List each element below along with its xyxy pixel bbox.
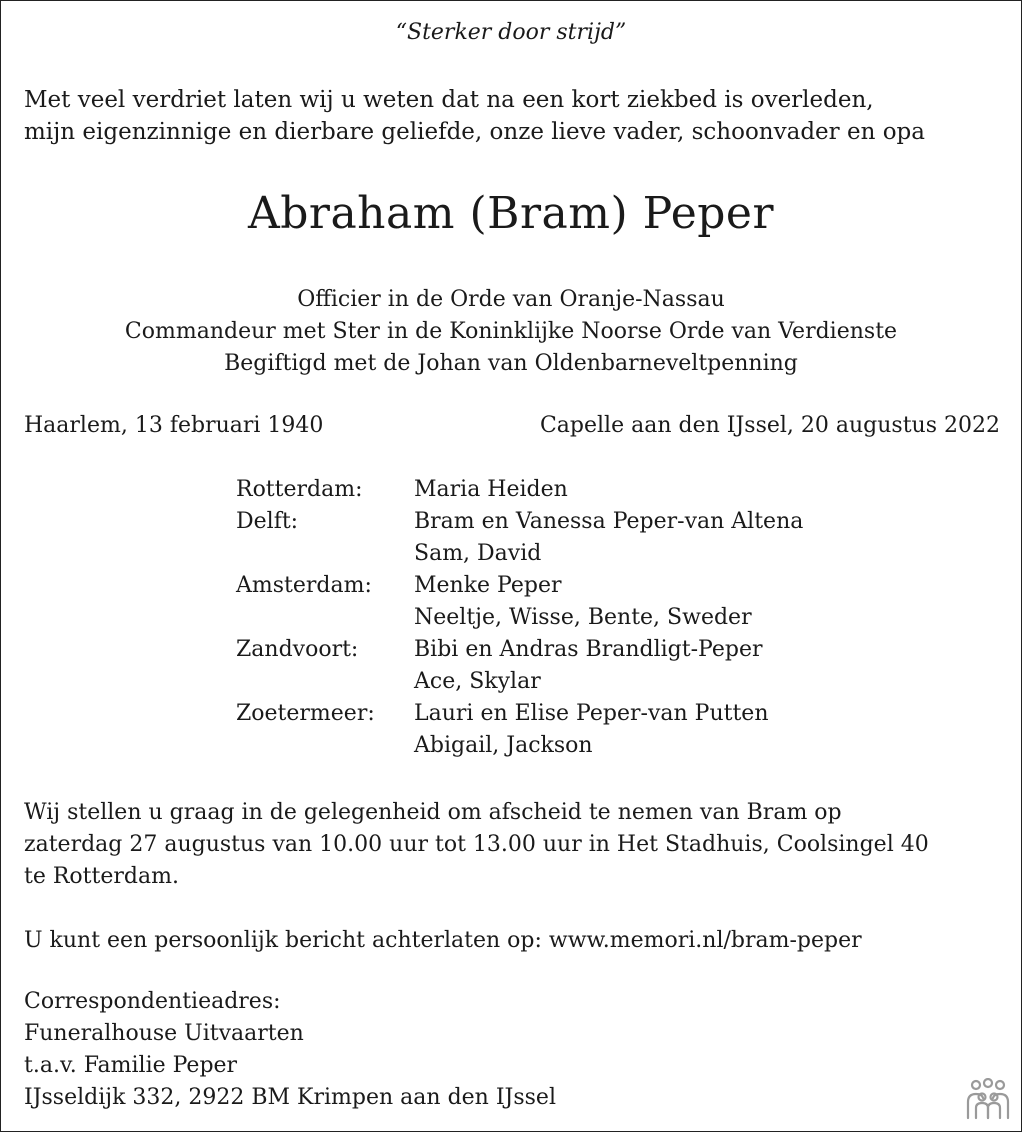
- family-place: Zandvoort:: [236, 637, 359, 662]
- correspondence-heading: Correspondentieadres:: [24, 989, 281, 1014]
- farewell-line-2: zaterdag 27 augustus van 10.00 uur tot 13.00 uur in Het Stadhuis, Coolsingel 40: [24, 832, 929, 857]
- death-place-date: Capelle aan den IJssel, 20 augustus 2022: [539, 413, 1000, 438]
- family-names: Sam, David: [414, 541, 542, 566]
- family-icon: [962, 1078, 1014, 1122]
- honor-1: Officier in de Orde van Oranje-Nassau: [297, 287, 725, 312]
- family-names: Lauri en Elise Peper-van Putten: [414, 701, 769, 726]
- correspondence-line-3: IJsseldijk 332, 2922 BM Krimpen aan den IJssel: [24, 1085, 556, 1110]
- family-names: Menke Peper: [414, 573, 562, 598]
- farewell-line-1: Wij stellen u graag in de gelegenheid om afscheid te nemen van Bram op: [24, 800, 842, 825]
- intro-line-2: mijn eigenzinnige en dierbare geliefde, onze lieve vader, schoonvader en opa: [24, 119, 925, 145]
- deceased-name: Abraham (Bram) Peper: [247, 188, 775, 239]
- family-names: Ace, Skylar: [414, 669, 541, 694]
- motto: “Sterker door strijd”: [395, 20, 627, 45]
- honor-3: Begiftigd met de Johan van Oldenbarneveltpenning: [224, 351, 798, 376]
- family-place: Delft:: [236, 509, 299, 534]
- family-names: Bibi en Andras Brandligt-Peper: [414, 637, 763, 662]
- family-place: Rotterdam:: [236, 477, 363, 502]
- birth-place-date: Haarlem, 13 februari 1940: [24, 413, 324, 438]
- family-place: Zoetermeer:: [236, 701, 375, 726]
- family-names: Abigail, Jackson: [414, 733, 593, 758]
- honor-2: Commandeur met Ster in de Koninklijke Noorse Orde van Verdienste: [124, 319, 898, 344]
- farewell-line-3: te Rotterdam.: [24, 864, 179, 889]
- family-place: Amsterdam:: [236, 573, 372, 598]
- family-names: Neeltje, Wisse, Bente, Sweder: [414, 605, 752, 630]
- correspondence-line-1: Funeralhouse Uitvaarten: [24, 1021, 304, 1046]
- family-names: Maria Heiden: [414, 477, 568, 502]
- memori-message-line: U kunt een persoonlijk bericht achterlaten op: www.memori.nl/bram-peper: [24, 928, 862, 953]
- family-names: Bram en Vanessa Peper-van Altena: [414, 509, 804, 534]
- intro-line-1: Met veel verdriet laten wij u weten dat na een kort ziekbed is overleden,: [24, 87, 874, 113]
- correspondence-line-2: t.a.v. Familie Peper: [24, 1053, 238, 1078]
